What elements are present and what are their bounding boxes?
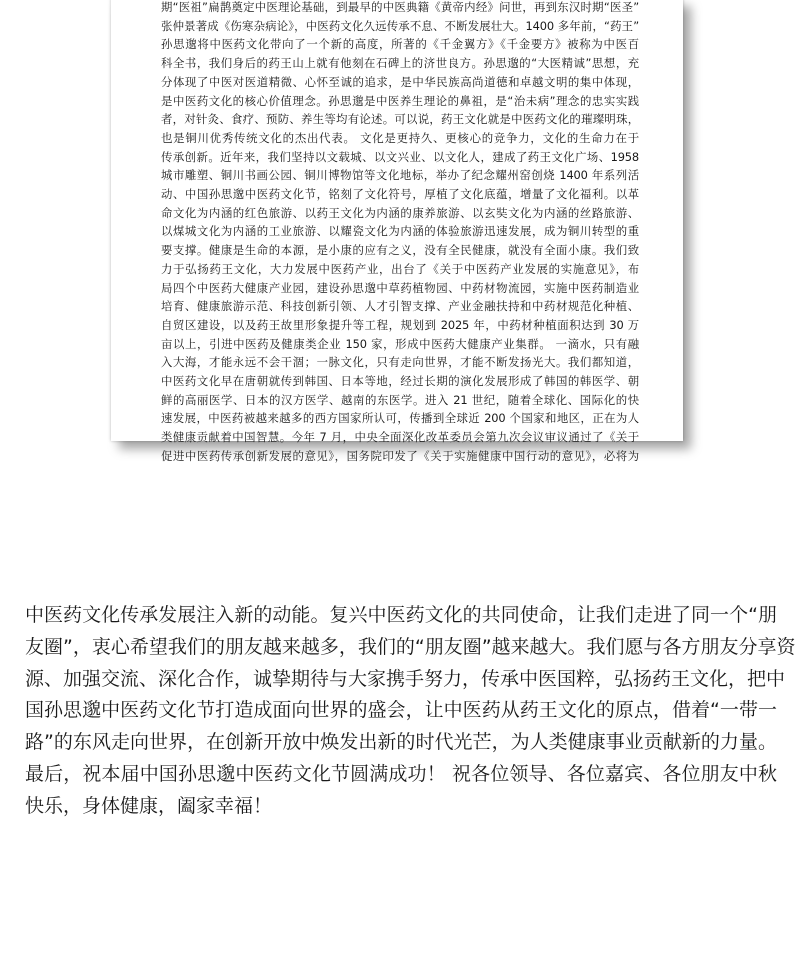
page-line: 也是铜川优秀传统文化的杰出代表。 文化是更持久、更核心的竞争力，文化的生命力在于 xyxy=(161,130,639,145)
page-line: 城市雕塑、铜川书画公园、铜川博物馆等文化地标，举办了纪念耀州窑创烧 1400 年系列活 xyxy=(161,168,639,183)
text-line: 友圈”，衷心希望我们的朋友越来越多，我们的“朋友圈”越来越大。我们愿与各方朋友分享资 xyxy=(25,635,796,658)
page-line: 促进中医药传承创新发展的意见》，国务院印发了《关于实施健康中国行动的意见》，必将为 xyxy=(161,448,639,463)
page-line: 中医药文化早在唐朝就传到韩国、日本等地，经过长期的演化发展形成了韩国的韩医学、朝 xyxy=(161,374,639,389)
text-line: 最后，祝本届中国孙思邈中医药文化节圆满成功！ 祝各位领导、各位嘉宾、各位朋友中秋 xyxy=(25,762,777,785)
page-line: 动、中国孙思邈中医药文化节，铭刻了文化符号，厚植了文化底蕴，增量了文化福利。以革 xyxy=(161,187,639,202)
text-line: 快乐，身体健康，阖家幸福！ xyxy=(25,794,273,817)
page-line: 以煤城文化为内涵的工业旅游、以耀瓷文化为内涵的体验旅游迅速发展，成为铜川转型的重 xyxy=(161,224,639,239)
document-page-preview xyxy=(111,0,683,463)
page-line: 局四个中医药大健康产业园，建设孙思邈中草药植物园、中药材物流园，实施中医药制造业 xyxy=(161,280,639,295)
text-line: 国孙思邈中医药文化节打造成面向世界的盛会，让中医药从药王文化的原点，借着“一带一 xyxy=(25,699,777,722)
page-line: 类健康贡献着中国智慧。今年 7 月，中央全面深化改革委员会第九次会议审议通过了《关于 xyxy=(161,430,639,445)
page-line: 分体现了中医对医道精微、心怀至诚的追求，是中华民族高尚道德和卓越文明的集中体现， xyxy=(161,74,639,89)
page-line: 亩以上，引进中医药及健康类企业 150 家，形成中医药大健康产业集群。 一滴水，只有融 xyxy=(161,336,639,351)
page-line: 孙思邈将中医药文化带向了一个新的高度，所著的《千金翼方》《千金要方》被称为中医百 xyxy=(161,37,639,52)
page-line: 速发展，中医药被越来越多的西方国家所认可，传播到全球近 200 个国家和地区，正在为人 xyxy=(161,411,639,426)
text-line: 中医药文化传承发展注入新的动能。复兴中医药文化的共同使命，让我们走进了同一个“朋 xyxy=(25,604,777,626)
page-line: 鲜的高丽医学、日本的汉方医学、越南的东医学。进入 21 世纪，随着全球化、国际化的快 xyxy=(161,392,639,407)
page-body-text xyxy=(161,0,639,466)
page-line: 张仲景著成《伤寒杂病论》，中医药文化久远传承不息、不断发展壮大。1400 多年前，“药王” xyxy=(161,18,639,33)
page-line: 者，对针灸、食疗、预防、养生等均有论述。可以说，药王文化就是中医药文化的璀璨明珠， xyxy=(161,112,639,127)
text-line: 路”的东风走向世界，在创新开放中焕发出新的时代光芒，为人类健康事业贡献新的力量。 xyxy=(25,731,777,754)
page-line: 力于弘扬药王文化，大力发展中医药产业，出台了《关于中医药产业发展的实施意见》，布 xyxy=(161,261,639,276)
page-line: 培育、健康旅游示范、科技创新引领、人才引智支撑、产业金融扶持和中药材规范化种植、 xyxy=(161,299,639,314)
page-line: 要支撑。健康是生命的本源，是小康的应有之义，没有全民健康，就没有全面小康。我们致 xyxy=(161,243,639,258)
page-line: 入大海，才能永远不会干涸；一脉文化，只有走向世界，才能不断发扬光大。我们都知道， xyxy=(161,355,639,370)
page-line: 是中医药文化的核心价值理念。孙思邈是中医养生理论的鼻祖，是“治未病”理念的忠实实践 xyxy=(161,93,639,108)
continuation-text xyxy=(25,600,796,823)
page-line: 期“医祖”扁鹊奠定中医理论基础，到最早的中医典籍《黄帝内经》问世，再到东汉时期“医圣” xyxy=(161,0,639,14)
page-line: 传承创新。近年来，我们坚持以文载城、以文兴业、以文化人，建成了药王文化广场、1958 xyxy=(161,149,639,164)
page-line: 命文化为内涵的红色旅游、以药王文化为内涵的康养旅游、以玄奘文化为内涵的丝路旅游、 xyxy=(161,205,639,220)
page-line: 自贸区建设，以及药王故里形象提升等工程，规划到 2025 年，中药材种植面积达到 30 万 xyxy=(161,317,639,332)
page-line: 科全书，我们身后的药王山上就有他刻在石碑上的济世良方。孙思邈的“大医精诚”思想，充 xyxy=(161,56,639,71)
text-line: 源、加强交流、深化合作，诚挚期待与大家携手努力，传承中医国粹，弘扬药王文化，把中 xyxy=(25,667,786,690)
